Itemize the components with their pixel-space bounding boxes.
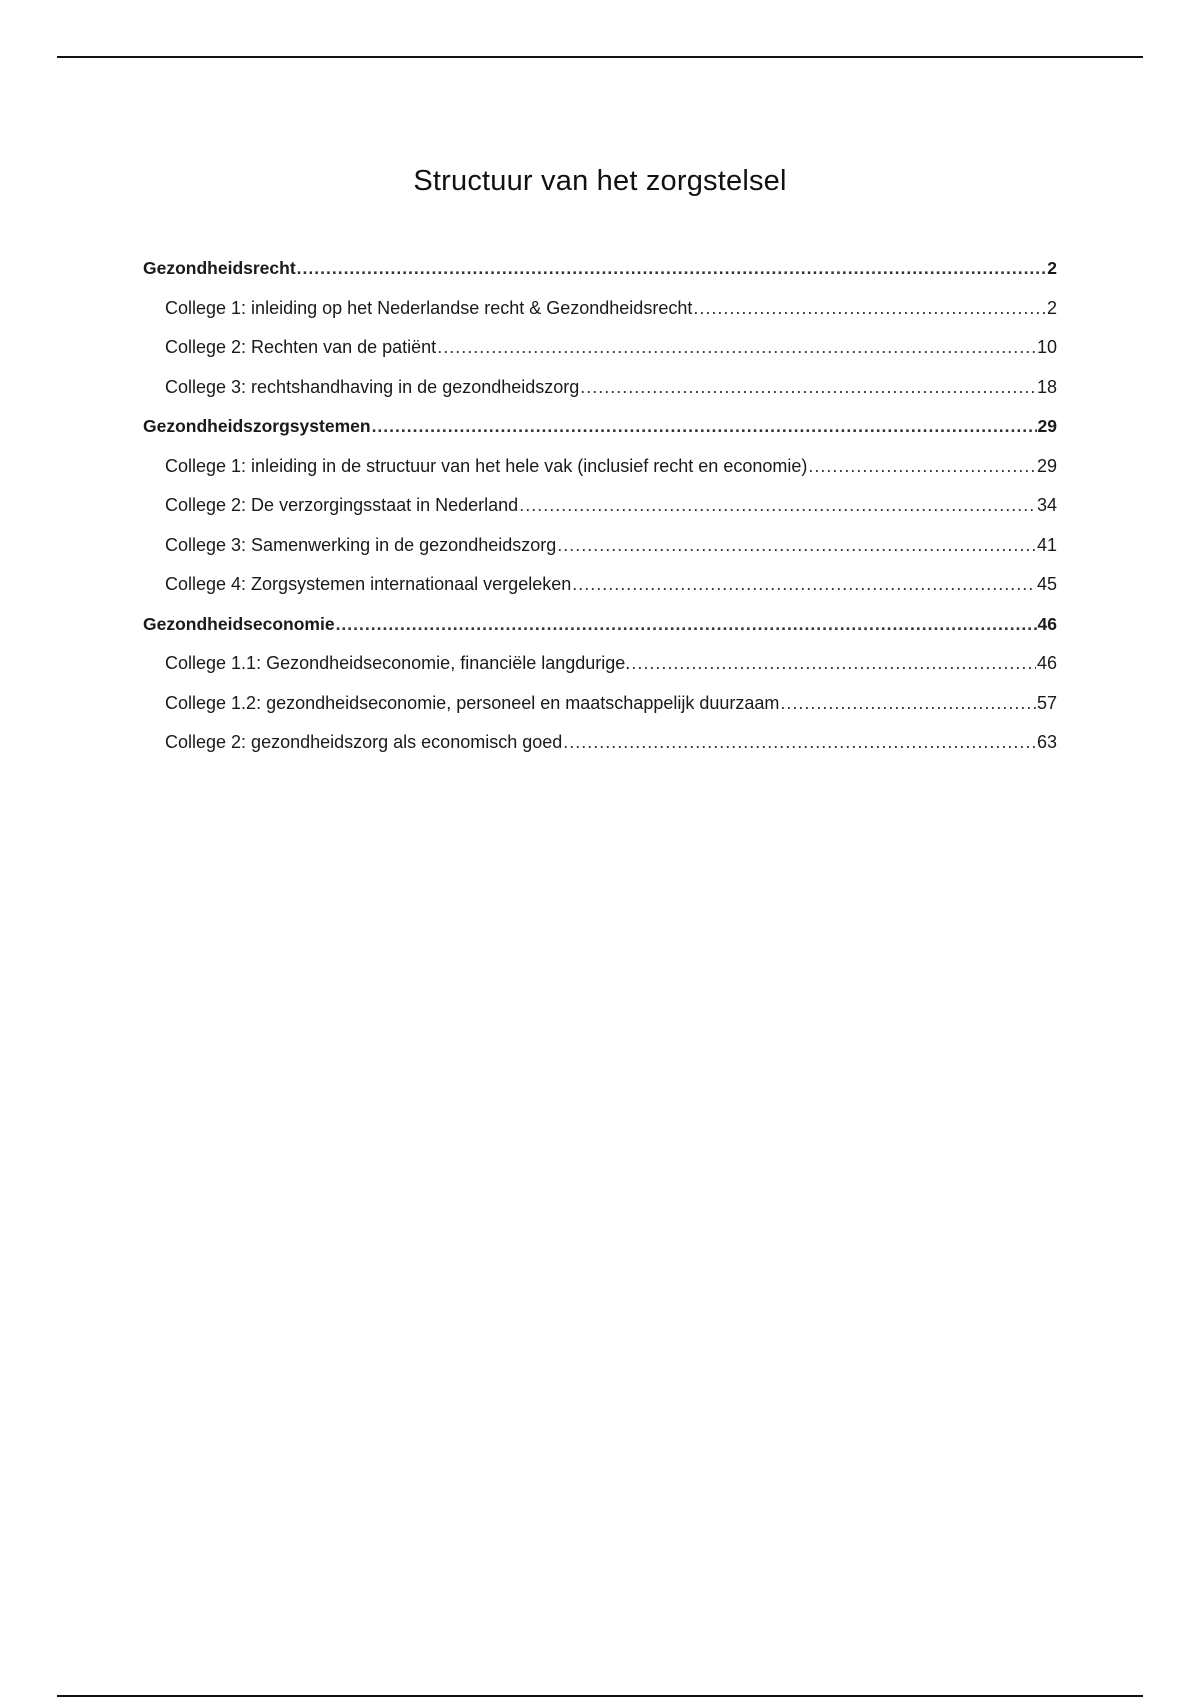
toc-entry[interactable] [143,368,1057,408]
toc-dot-leader [580,368,1036,408]
toc-dot-leader [372,407,1037,447]
toc-entry-label: College 2: De verzorgingsstaat in Nederland [165,495,519,515]
toc-entry[interactable] [143,289,1057,329]
toc-page-number: 29 [1037,416,1057,436]
toc-page-number: 41 [1036,534,1057,555]
toc-page-number: 29 [1036,455,1057,476]
toc-dot-leader [557,526,1036,566]
toc-section-label: Gezondheidseconomie [143,613,335,634]
toc-dot-leader [563,723,1036,763]
toc-entry[interactable] [143,328,1057,368]
toc-section-label: Gezondheidszorgsystemen [143,416,371,436]
toc-entry-label: College 3: Samenwerking in de gezondheidszorg [165,534,557,555]
toc-dot-leader [693,289,1046,329]
toc-entry[interactable] [143,526,1057,566]
header-rule [57,56,1143,58]
toc-section[interactable] [143,249,1057,289]
toc-entry[interactable] [143,565,1057,605]
toc-entry-label: College 2: Rechten van de patiënt [165,337,437,357]
toc-page-number: 10 [1036,337,1057,357]
toc-dot-leader [336,605,1037,645]
page-title: Structuur van het zorgstelsel [413,165,787,198]
toc-dot-leader [780,684,1036,724]
toc-dot-leader [631,644,1036,684]
toc-page-number: 34 [1036,495,1057,515]
toc-page-number: 18 [1036,376,1057,397]
toc-entry-label: College 1.2: gezondheidseconomie, personeel en maatschappelijk duurzaam [165,692,780,713]
toc-entry-label: College 1: inleiding in de structuur van het hele vak (inclusief recht en economie) [165,455,808,476]
toc-page-number: 63 [1036,732,1057,752]
toc-section-label: Gezondheidsrecht [143,258,296,278]
toc-entry-label: College 1.1: Gezondheidseconomie, financiële langdurige. [165,653,631,673]
toc-page-number: 2 [1046,297,1057,318]
toc-entry[interactable] [143,723,1057,763]
toc-section[interactable] [143,605,1057,645]
table-of-contents [143,249,1057,763]
toc-dot-leader [808,447,1036,487]
toc-entry-label: College 1: inleiding op het Nederlandse recht & Gezondheidsrecht [165,297,693,318]
toc-entry-label: College 4: Zorgsystemen internationaal vergeleken [165,574,572,594]
toc-page-number: 45 [1036,574,1057,594]
toc-entry-label: College 3: rechtshandhaving in de gezondheidszorg [165,376,580,397]
toc-page-number: 46 [1036,653,1057,673]
toc-entry[interactable] [143,684,1057,724]
toc-dot-leader [297,249,1047,289]
footer-rule [57,1695,1143,1697]
toc-dot-leader [572,565,1036,605]
toc-entry[interactable] [143,644,1057,684]
toc-entry[interactable] [143,486,1057,526]
toc-page-number: 57 [1036,692,1057,713]
toc-page-number: 46 [1037,613,1057,634]
toc-dot-leader [437,328,1036,368]
toc-dot-leader [519,486,1036,526]
toc-section[interactable] [143,407,1057,447]
toc-page-number: 2 [1047,258,1057,278]
toc-entry-label: College 2: gezondheidszorg als economisch goed [165,732,563,752]
toc-entry[interactable] [143,447,1057,487]
